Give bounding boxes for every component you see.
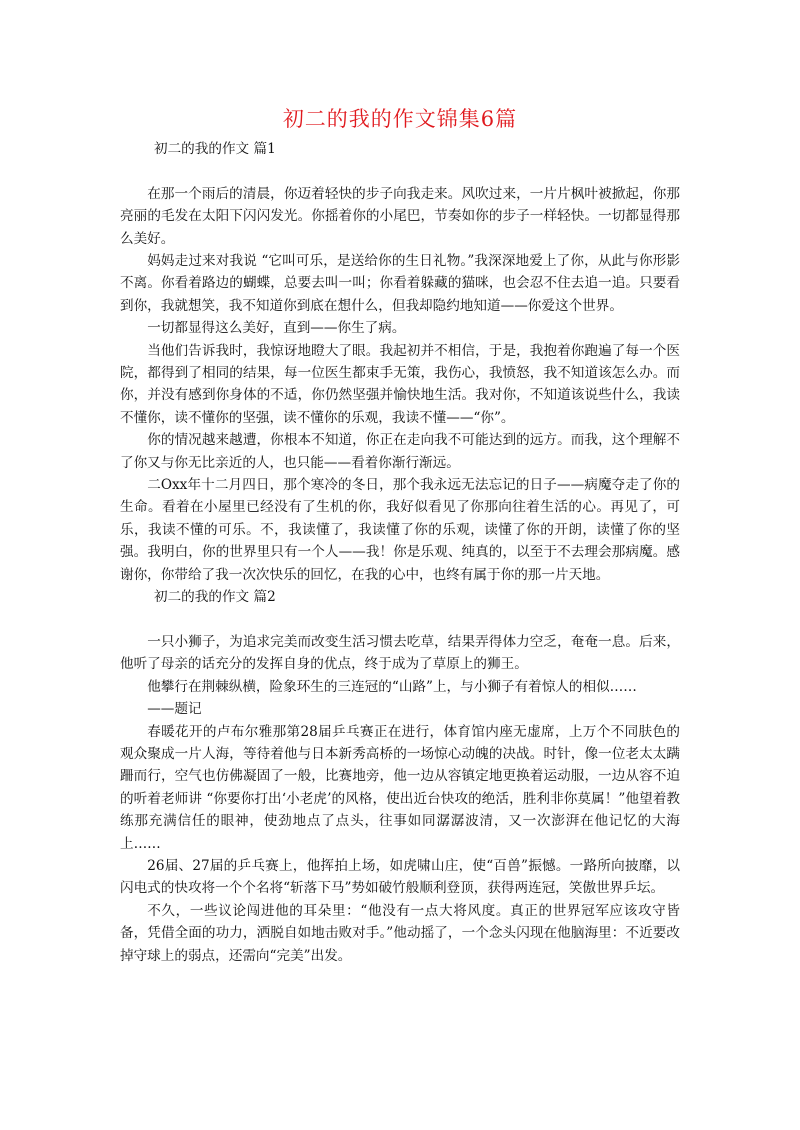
section-heading: 初二的我的作文 篇1 — [154, 141, 276, 157]
paragraph: 春暖花开的卢布尔雅那第28届乒乓赛正在进行，体育馆内座无虚席，上万个不同肤色的观众聚成一片人海，等待着他与日本新秀高桥的一场惊心动魄的决战。时针，像一位老太太蹒跚而行，空气也仿佛凝固了一般，比赛地旁，他一边从容镇定地更换着运动服，一边从容不迫的听着老师讲 “你要你打出‘小老虎’的风格，使出近台快攻的绝活，胜利非你莫属！”他望着教练那充满信任的眼神，使劲地点了点头，往事如同潺潺波清，又一次澎湃在他记忆的大海上…… — [120, 723, 680, 852]
blank-line — [120, 609, 680, 631]
paragraph: 一只小狮子，为追求完美而改变生活习惯去吃草，结果弄得体力空乏，奄奄一息。后来，他听了母亲的话充分的发挥自身的优点，终于成为了草原上的狮王。 — [120, 633, 680, 673]
paragraph: 不久，一些议论闯进他的耳朵里：“他没有一点大将风度。真正的世界冠军应该攻守皆备，凭借全面的功力，洒脱自如地击败对手。”他动摇了，一个念头闪现在他脑海里：不近要改掉守球上的弱点，还需向“完美”出发。 — [120, 902, 680, 964]
blank-line — [120, 160, 680, 182]
paragraph: 26届、27届的乒乓赛上，他挥拍上场，如虎啸山庄，使“百兽”振憾。一路所向披靡，以闪电式的快攻将一个个名将“斩落下马”势如破竹般顺利登顶，获得两连冠，笑傲世界乒坛。 — [120, 857, 680, 897]
paragraph: 妈妈走过来对我说 “它叫可乐，是送给你的生日礼物。”我深深地爱上了你，从此与你形影不离。你看着路边的蝴蝶，总要去叫一叫；你看着躲藏的猫咪，也会忍不住去追一追。只要看到你，我就想笑，我不知道你到底在想什么，但我却隐约地知道——你爱这个世界。 — [120, 253, 680, 314]
paragraph: 你的情况越来越遭，你根本不知道，你正在走向我不可能达到的远方。而我，这个理解不了你又与你无比亲近的人，也只能——看着你渐行渐远。 — [120, 432, 680, 471]
paragraph: 一切都显得这么美好，直到——你生了病。 — [147, 320, 406, 337]
paragraph: 当他们告诉我时，我惊讶地瞪大了眼。我起初并不相信，于是，我抱着你跑遍了每一个医院，都得到了相同的结果，每一位医生都束手无策，我伤心，我愤怒，我不知道该怎么办。而你，并没有感到你身体的不适，你仍然坚强并愉快地生活。我对你，不知道该说些什么，我读不懂你，读不懂你的坚强，读不懂你的乐观，我读不懂——“你”。 — [120, 342, 680, 426]
document-body — [120, 138, 680, 967]
section-heading: 初二的我的作文 篇2 — [154, 589, 276, 606]
document-title: 初二的我的作文锦集6篇 — [282, 107, 518, 131]
paragraph: 在那一个雨后的清晨，你迈着轻快的步子向我走来。风吹过来，一片片枫叶被掀起，你那亮丽的毛发在太阳下闪闪发光。你摇着你的小尾巴，节奏如你的步子一样轻快。一切都显得那么美好。 — [120, 185, 680, 247]
epigraph-attribution: ——题记 — [147, 701, 202, 718]
paragraph: 二Oxx年十二月四日，那个寒冷的冬日，那个我永远无法忘记的日子——病魔夺走了你的生命。看着在小屋里已经没有了生机的你，我好似看见了你那向往着生活的心。再见了，可乐，我读不懂的可乐。不，我读懂了，我读懂了你的乐观，读懂了你的开朗，读懂了你的坚强。我明白，你的世界里只有一个人——我！你是乐观、纯真的，以至于不去理会那病魔。感谢你，你带给了我一次次快乐的回忆，在我的心中，也终有属于你的那一片天地。 — [120, 477, 680, 583]
paragraph: 他攀行在荆棘纵横，险象环生的三连冠的“山路”上，与小狮子有着惊人的相似…… — [147, 678, 637, 695]
